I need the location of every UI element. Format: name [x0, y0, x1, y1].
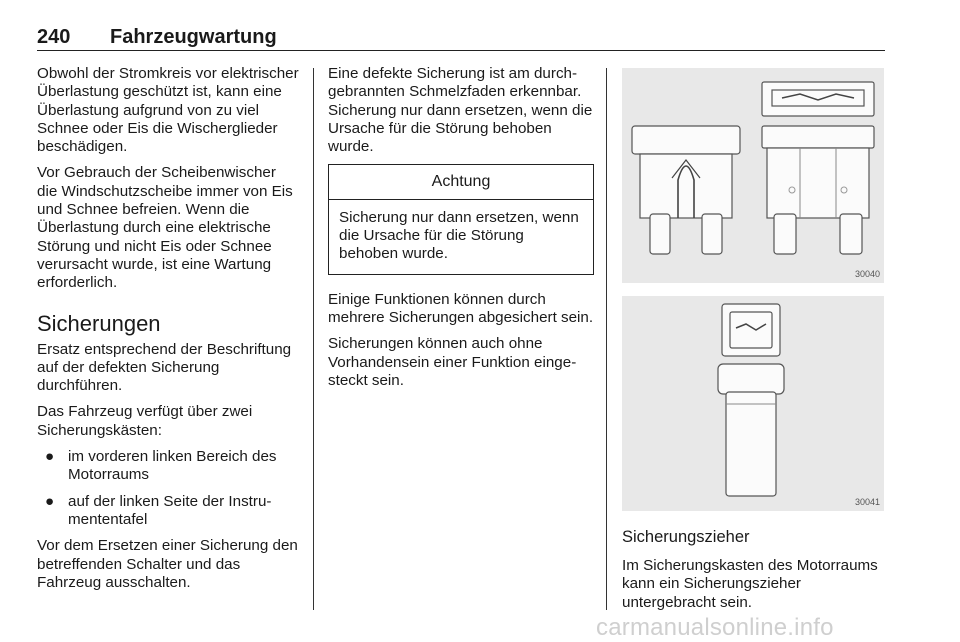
watermark: carmanualsonline.info [596, 614, 834, 641]
paragraph-wiper-care: Vor Gebrauch der Scheibenwischer die Windschutzscheibe immer von Eis und Schnee befreien. Wenn die Überlastung durch eine elektrische Störung und nicht Eis oder Schnee verursacht wurde, ist eine Wartung erforderlich. [37, 164, 293, 292]
fuse-puller-figure [622, 296, 884, 511]
fuse-puller-illustration [622, 296, 884, 511]
page-header [37, 26, 885, 51]
page-number: 240 [37, 26, 71, 48]
bullet-icon: ● [45, 448, 55, 466]
figure-number: 30041 [854, 497, 880, 507]
column-left [37, 65, 299, 600]
list-item-text: auf der linken Seite der Instrumententafel [68, 492, 272, 528]
list-item-text: im vorderen linken Bereich des Motorraums [68, 448, 277, 484]
paragraph-replacement: Ersatz entsprechend der Beschriftung auf der defekten Sicherung durchführen. [37, 340, 292, 395]
fuse-illustration-figure [622, 68, 884, 283]
paragraph-fuse-puller: Im Sicherungskasten des Motorraums kann ein Sicherungszieher untergebracht sein. [622, 557, 878, 611]
section-heading-fuses: Sicherungen [37, 310, 161, 336]
fuse-box-list [37, 448, 299, 529]
paragraph-defective-fuse: Eine defekte Sicherung ist am durchgebrannten Schmelzfaden erkennbar. Sicherung nur dann ersetzen, wenn die Ursache für die Störung behoben wurde. [328, 65, 593, 156]
column-divider-2 [606, 68, 607, 610]
paragraph-spare-fuses: Sicherungen können auch ohne Vorhandensein einer Funktion eingesteckt sein. [328, 335, 577, 389]
subheading-fuse-puller: Sicherungszieher [622, 528, 750, 546]
list-item [37, 448, 299, 485]
paragraph-multiple-fuses: Einige Funktionen können durch mehrere Sicherungen abgesichert sein. [328, 290, 594, 326]
column-middle [328, 65, 594, 398]
bullet-icon: ● [45, 492, 55, 510]
chapter-title: Fahrzeugwartung [110, 26, 277, 48]
paragraph-fuse-boxes: Das Fahrzeug verfügt über zwei Sicherungskästen: [37, 403, 253, 439]
warning-box [328, 164, 594, 274]
paragraph-switch-off: Vor dem Ersetzen einer Sicherung den betreffenden Schalter und das Fahrzeug ausschalten. [37, 537, 298, 591]
paragraph-overload: Obwohl der Stromkreis vor elektrischer Überlastung geschützt ist, kann eine Überlastung aufgrund von zu viel Schnee oder Eis die Wischerglieder beschädigen. [37, 65, 299, 156]
fuse-illustration [622, 68, 884, 283]
column-divider-1 [313, 68, 314, 610]
figure-number: 30040 [854, 269, 880, 279]
warning-title: Achtung [329, 165, 593, 199]
warning-text: Sicherung nur dann ersetzen, wenn die Ursache für die Störung behoben wurde. [339, 208, 579, 263]
list-item [37, 493, 299, 530]
